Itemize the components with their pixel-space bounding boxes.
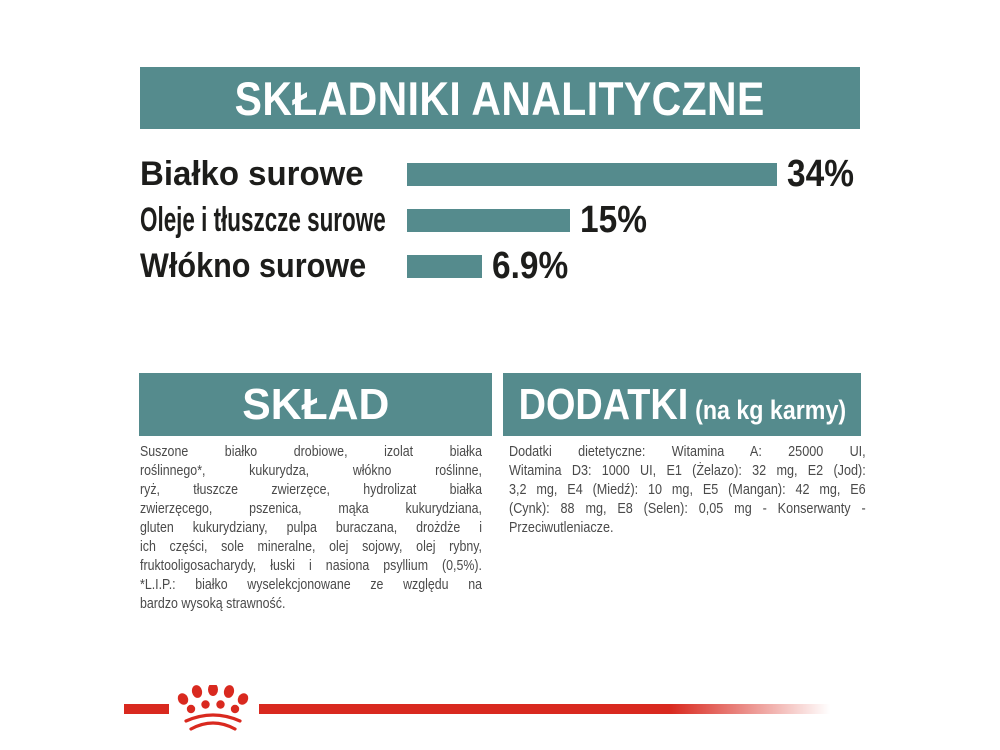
text-line: Dodatki dietetyczne: Witamina A: 25000 UI, <box>509 444 866 460</box>
chart-row <box>140 151 900 197</box>
text-line: fruktooligosacharydy, łuski i nasiona psyllium (0,5%). <box>140 558 482 574</box>
bar <box>407 209 570 232</box>
text-line: Suszone białko drobiowe, izolat białka <box>140 444 482 460</box>
composition-title: SKŁAD <box>241 379 390 429</box>
analytical-header-title: SKŁADNIKI ANALITYCZNE <box>234 71 766 125</box>
bar-label: Oleje i tłuszcze surowe <box>140 201 386 239</box>
brand-stripe-left <box>124 704 169 714</box>
text-line: *L.I.P.: białko wyselekcjonowane ze względu na <box>140 577 482 593</box>
analytical-header-bar <box>140 67 860 129</box>
composition-header-box <box>139 373 492 436</box>
bar <box>407 163 777 186</box>
text-line: zwierzęcego, pszenica, mąka kukurydziana, <box>140 501 482 517</box>
crown-logo-icon <box>174 685 254 733</box>
additives-header-box <box>503 373 861 436</box>
additives-text <box>509 443 866 538</box>
text-line: bardzo wysoką strawność. <box>140 596 286 612</box>
bar <box>407 255 482 278</box>
text-line: (Cynk): 88 mg, E8 (Selen): 0,05 mg - Konserwanty - <box>509 501 866 517</box>
bar-value: 34% <box>787 153 854 195</box>
additives-title: DODATKI <box>518 379 688 429</box>
additives-subtitle: (na kg karmy) <box>694 394 846 425</box>
bar-label: Włókno surowe <box>140 247 367 285</box>
nutrition-bar-chart <box>140 151 900 289</box>
additives-header-row <box>518 379 846 429</box>
chart-row <box>140 243 900 289</box>
text-line: roślinnego*, kukurydza, włókno roślinne, <box>140 463 482 479</box>
bar-value: 15% <box>580 199 647 241</box>
text-line: ich części, sole mineralne, olej sojowy, olej rybny, <box>140 539 482 555</box>
composition-text <box>140 443 482 614</box>
text-line: Witamina D3: 1000 UI, E1 (Żelazo): 32 mg, E2 (Jod): <box>509 463 866 479</box>
text-line: Przeciwutleniacze. <box>509 520 614 536</box>
text-line: ryż, tłuszcze zwierzęce, hydrolizat białka <box>140 482 482 498</box>
chart-row <box>140 197 900 243</box>
text-line: gluten kukurydziany, pulpa buraczana, drożdże i <box>140 520 482 536</box>
brand-stripe-right <box>259 704 830 714</box>
bar-value: 6.9% <box>492 245 569 287</box>
bar-label: Białko surowe <box>140 155 364 193</box>
text-line: 3,2 mg, E4 (Miedź): 10 mg, E5 (Mangan): 42 mg, E6 <box>509 482 866 498</box>
